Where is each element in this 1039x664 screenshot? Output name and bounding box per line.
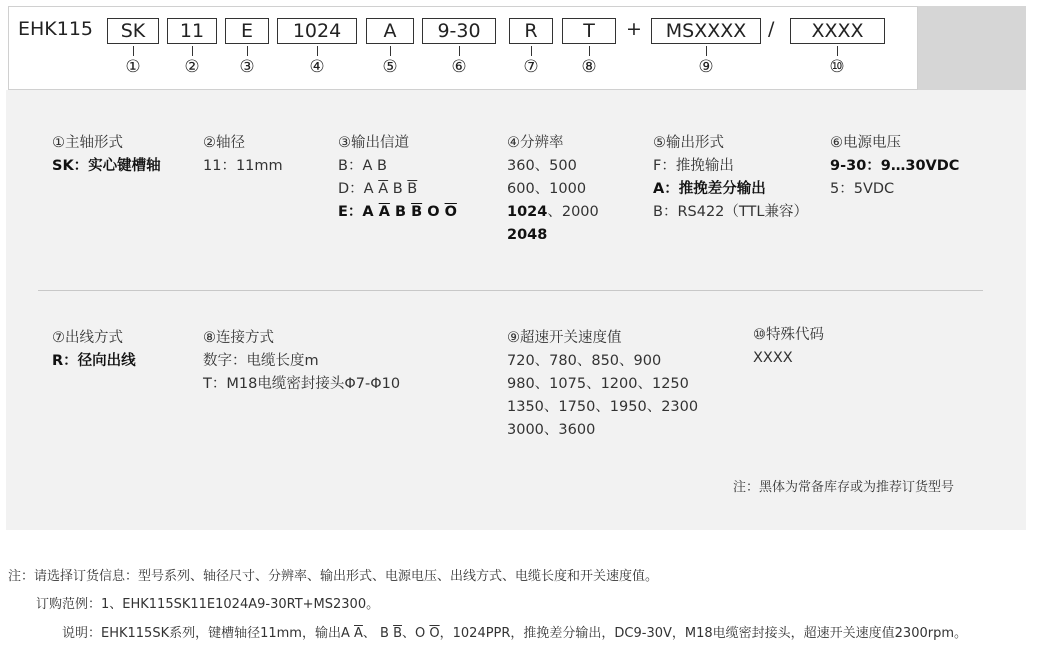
option-line: T：M18电缆密封接头Φ7-Φ10 <box>203 376 401 392</box>
option-line: B：A B <box>338 158 387 174</box>
code-tick <box>247 46 248 56</box>
option-line: 600、1000 <box>507 181 587 197</box>
option-line: E：A $\overline{A}$ B $\overline{B}$ O $\overline{O}$ <box>338 204 457 220</box>
code-number-9: ⑨ <box>698 57 714 77</box>
code-plus: + <box>626 18 642 40</box>
option-line: SK：实心键槽轴 <box>52 158 161 174</box>
option-line: R：径向出线 <box>52 353 136 369</box>
panel-note: 注：黑体为常备库存或为推荐订货型号 <box>733 480 955 495</box>
code-segment-speed: MSXXXX <box>651 18 761 44</box>
option-line: 11：11mm <box>203 158 283 174</box>
code-segment-outlet: R <box>509 18 553 44</box>
code-number-7: ⑦ <box>523 57 539 77</box>
code-tick <box>390 46 391 56</box>
section-title: ⑦出线方式 <box>52 330 123 346</box>
code-segment-channel: E <box>225 18 269 44</box>
section-channel <box>338 132 457 224</box>
code-tick <box>459 46 460 56</box>
code-number-10: ⑩ <box>829 57 845 77</box>
option-line: 1024、2000 <box>507 204 599 220</box>
option-line: 数字：电缆长度m <box>203 353 319 369</box>
code-number-2: ② <box>184 57 200 77</box>
code-tick <box>531 46 532 56</box>
option-line: 980、1075、1200、1250 <box>507 376 689 392</box>
code-number-1: ① <box>125 57 141 77</box>
section-connection <box>203 327 400 396</box>
code-segment-output: A <box>366 18 414 44</box>
footer-note: 注：请选择订货信息：型号系列、轴径尺寸、分辨率、输出形式、电源电压、出线方式、电缆长度和开关速度值。 <box>8 569 659 584</box>
code-tick <box>706 46 707 56</box>
code-segment-voltage: 9-30 <box>422 18 496 44</box>
section-output <box>653 132 808 224</box>
code-segment-diameter: 11 <box>167 18 217 44</box>
code-segment-shaft: SK <box>107 18 159 44</box>
code-segment-special: XXXX <box>790 18 885 44</box>
section-diameter <box>203 132 283 178</box>
code-number-4: ④ <box>309 57 325 77</box>
section-title: ⑩特殊代码 <box>753 327 824 343</box>
option-line: B：RS422（TTL兼容） <box>653 204 808 220</box>
option-line: 1350、1750、1950、2300 <box>507 399 699 415</box>
code-prefix: EHK115 <box>18 18 94 40</box>
code-number-5: ⑤ <box>382 57 398 77</box>
code-tick <box>317 46 318 56</box>
section-title: ①主轴形式 <box>52 135 123 151</box>
section-title: ③输出信道 <box>338 135 409 151</box>
option-line: F：推挽输出 <box>653 158 734 174</box>
code-tick <box>133 46 134 56</box>
code-tick <box>589 46 590 56</box>
option-line: 2048 <box>507 227 548 243</box>
code-segment-connection: T <box>562 18 616 44</box>
option-line: XXXX <box>753 350 793 366</box>
section-title: ④分辨率 <box>507 135 564 151</box>
option-line: 720、780、850、900 <box>507 353 662 369</box>
footer-description: 说明：EHK115SK系列，键槽轴径11mm，输出A $\overline{A}$、 B $\overline{B}$、O $\overline{O}$，1024PPR，推挽差分输出，DC9-30V，M18电缆密封接头，超速开关速度值2300rpm。 <box>62 626 968 641</box>
code-segment-resolution: 1024 <box>277 18 357 44</box>
section-title: ⑨超速开关速度值 <box>507 330 622 346</box>
section-title: ⑧连接方式 <box>203 330 274 346</box>
section-title: ⑤输出形式 <box>653 135 724 151</box>
option-line: 5：5VDC <box>830 181 895 197</box>
option-line: 3000、3600 <box>507 422 596 438</box>
section-resolution <box>507 132 599 247</box>
section-shaft <box>52 132 161 178</box>
code-number-6: ⑥ <box>451 57 467 77</box>
section-voltage <box>830 132 959 201</box>
code-number-8: ⑧ <box>581 57 597 77</box>
option-line: D：A $\overline{A}$ B $\overline{B}$ <box>338 181 418 197</box>
option-line: 9-30：9…30VDC <box>830 158 960 174</box>
code-tick <box>192 46 193 56</box>
section-special <box>753 324 824 370</box>
option-line: 360、500 <box>507 158 577 174</box>
code-tick <box>837 46 838 56</box>
section-divider <box>38 290 983 291</box>
section-outlet <box>52 327 136 373</box>
section-title: ②轴径 <box>203 135 245 151</box>
option-line: A：推挽差分输出 <box>653 181 766 197</box>
section-title: ⑥电源电压 <box>830 135 901 151</box>
code-slash: / <box>768 18 775 40</box>
section-speed <box>507 327 698 442</box>
code-number-3: ③ <box>239 57 255 77</box>
footer-example: 订购范例：1、EHK115SK11E1024A9-30RT+MS2300。 <box>36 597 380 612</box>
